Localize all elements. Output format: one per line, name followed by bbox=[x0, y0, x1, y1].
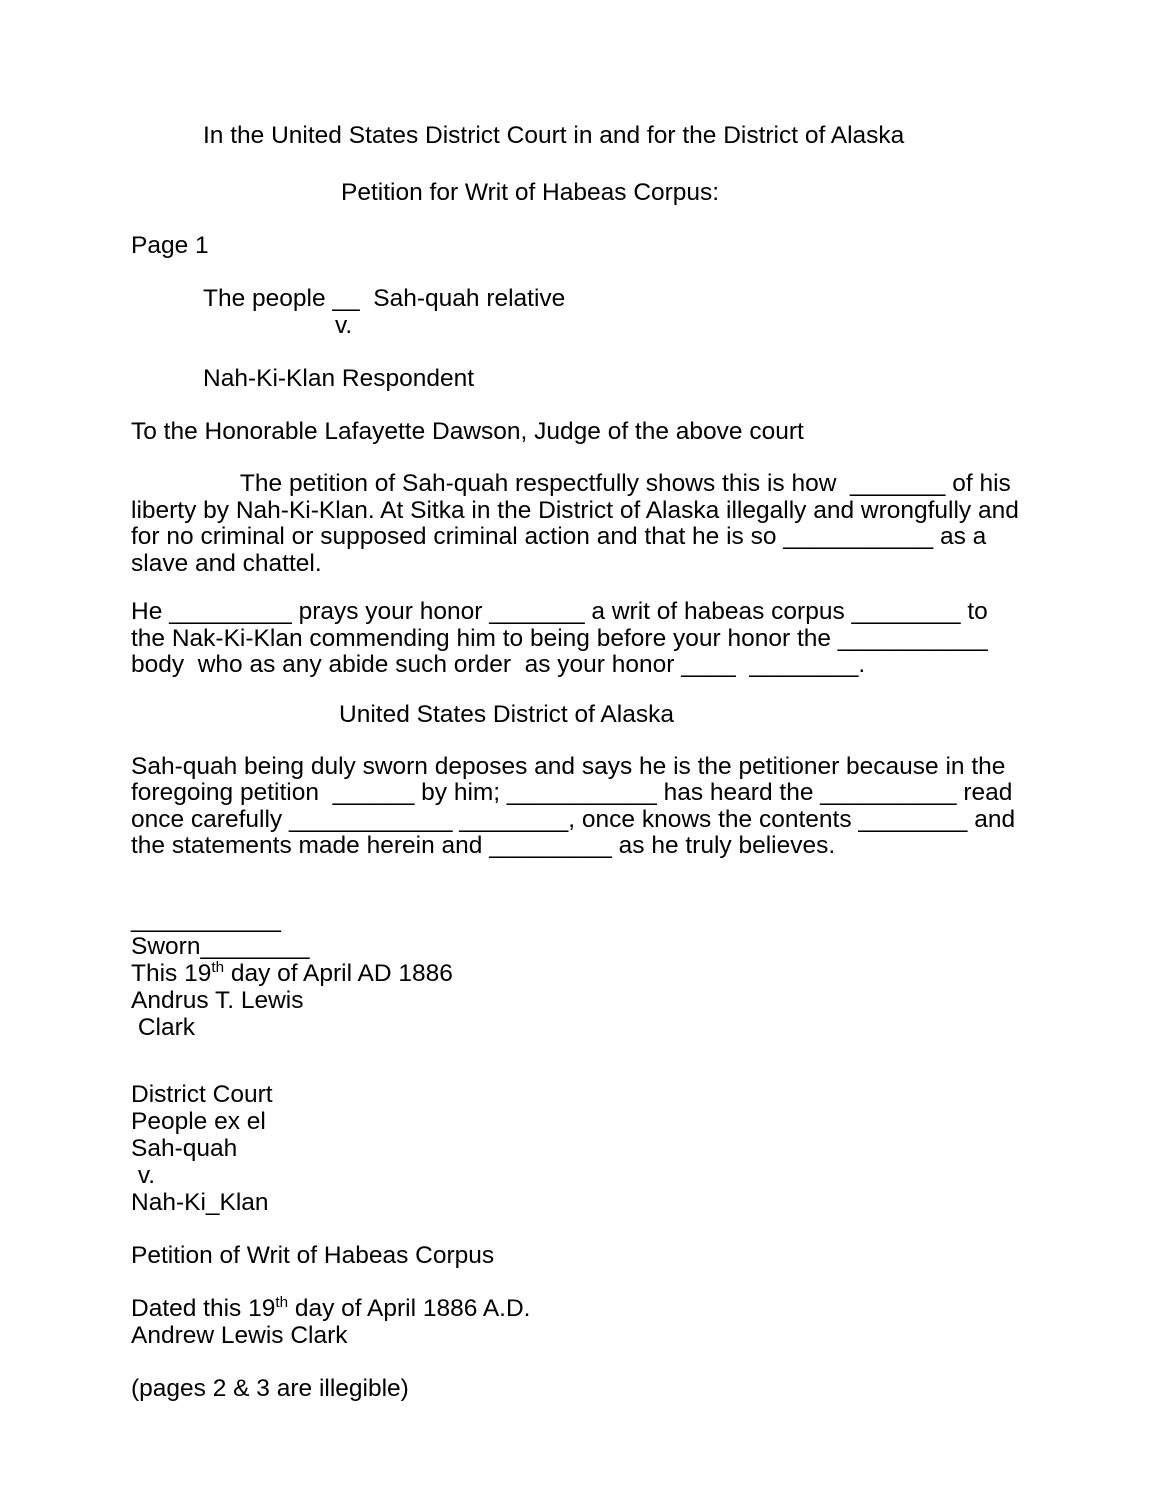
footer-date-suffix: day of April 1886 A.D. bbox=[288, 1294, 531, 1322]
spacer bbox=[131, 392, 1027, 418]
sworn-date-suffix: day of April AD 1886 bbox=[224, 959, 453, 987]
caption-petitioner: The people __ Sah-quah relative bbox=[203, 285, 566, 312]
spacer bbox=[131, 149, 1027, 179]
clerk-name: Andrus T. Lewis bbox=[131, 986, 304, 1014]
ordinal-suffix: th bbox=[275, 1293, 289, 1311]
footer-relator: People ex el bbox=[131, 1107, 266, 1135]
caption-respondent: Nah-Ki-Klan Respondent bbox=[203, 365, 475, 392]
spacer bbox=[131, 1041, 1027, 1081]
footer-versus: v. bbox=[131, 1161, 156, 1189]
jurisdiction-heading: United States District of Alaska bbox=[339, 700, 674, 728]
spacer bbox=[131, 339, 1027, 365]
footer-respondent: Nah-Ki_Klan bbox=[131, 1188, 269, 1216]
caption-versus: v. bbox=[335, 312, 353, 339]
spacer bbox=[131, 679, 1027, 701]
footer-date-prefix: Dated this 19 bbox=[131, 1294, 276, 1322]
spacer bbox=[131, 206, 1027, 232]
court-heading: In the United States District Court in and for the District of Alaska bbox=[203, 122, 905, 149]
body-paragraph-3: Sah-quah being duly sworn deposes and says he is the petitioner because in the foregoing petition ______ by him; ___________ has heard the __________ read once carefully ____________ ________, once knows the contents ________ and the statements made herein and _________ as he truly believes. bbox=[131, 752, 1022, 859]
spacer bbox=[131, 259, 1027, 285]
body-paragraph-1: The petition of Sah-quah respectfully shows this is how _______ of his liberty by Nah-Ki-Klan. At Sitka in the District of Alaska illegally and wrongfully and for no criminal or supposed criminal action and that he is so ___________ as a slave and chattel. bbox=[131, 470, 1026, 577]
page-label: Page 1 bbox=[131, 232, 209, 259]
sworn-line bbox=[131, 933, 1027, 960]
document-title: Petition for Writ of Habeas Corpus: bbox=[341, 179, 720, 206]
ordinal-suffix: th bbox=[211, 958, 225, 976]
footer-petitioner: Sah-quah bbox=[131, 1134, 238, 1162]
footer-title: Petition of Writ of Habeas Corpus bbox=[131, 1241, 495, 1269]
spacer bbox=[131, 577, 1027, 599]
sworn-date-line bbox=[131, 960, 1027, 987]
editorial-note: (pages 2 & 3 are illegible) bbox=[131, 1374, 409, 1402]
sworn-date-prefix: This 19 bbox=[131, 959, 212, 987]
footer-date-line bbox=[131, 1295, 1027, 1322]
body-paragraph-2: He _________ prays your honor _______ a writ of habeas corpus ________ to the Nak-Ki-Klan commending him to being before your honor the ___________ body who as any abide such order as your honor ____ ________. bbox=[131, 598, 995, 678]
spacer bbox=[131, 860, 1027, 906]
spacer bbox=[131, 728, 1027, 754]
footer-signature: Andrew Lewis Clark bbox=[131, 1321, 348, 1349]
spacer bbox=[131, 1349, 1027, 1375]
signature-blank-rule: ___________ bbox=[131, 905, 281, 933]
document-body bbox=[131, 122, 1027, 1402]
clerk-title: Clark bbox=[131, 1013, 195, 1041]
spacer bbox=[131, 1216, 1027, 1242]
salutation: To the Honorable Lafayette Dawson, Judge of the above court bbox=[131, 418, 804, 445]
sworn-label: Sworn bbox=[131, 932, 201, 960]
footer-court: District Court bbox=[131, 1080, 273, 1108]
spacer bbox=[131, 1269, 1027, 1295]
sworn-blank: ________ bbox=[200, 932, 310, 960]
spacer bbox=[131, 445, 1027, 471]
